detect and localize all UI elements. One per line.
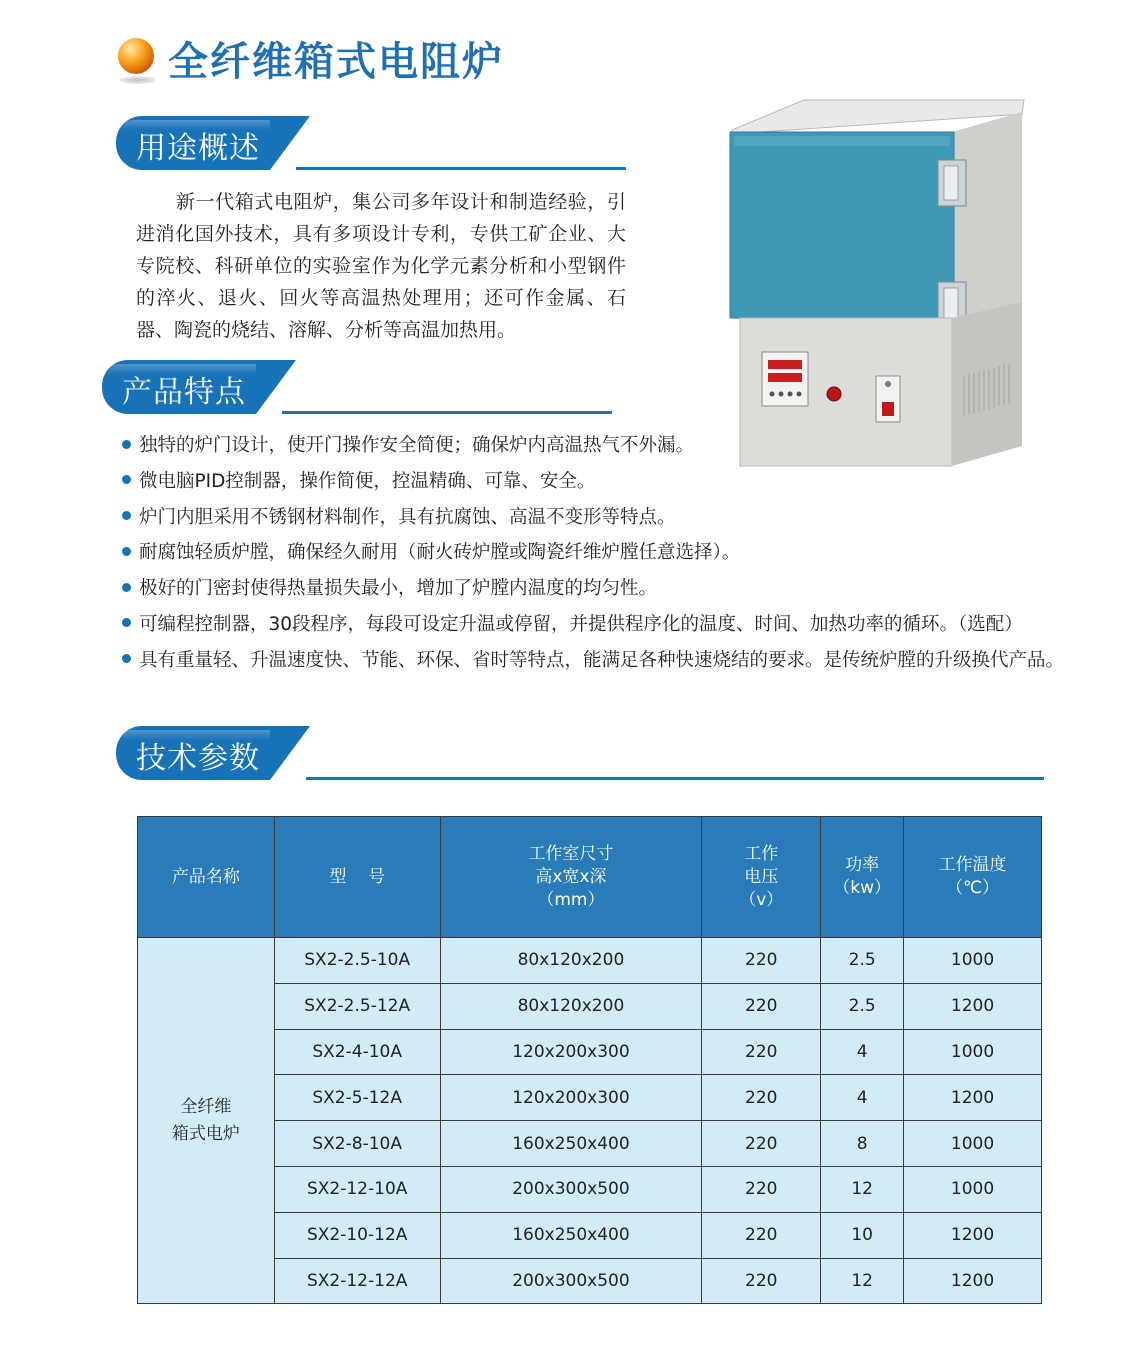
bullet-dot-icon (122, 475, 131, 484)
spec-table (137, 816, 1042, 1304)
section-underline (282, 411, 612, 414)
bullet-shadow (120, 76, 156, 84)
temp-cell: 1000 (904, 938, 1042, 984)
voltage-cell: 220 (702, 1121, 821, 1167)
section-header-overview (116, 116, 626, 170)
product-name-line: 箱式电炉 (171, 1123, 240, 1144)
header-temp-line: 工作温度 (938, 855, 1007, 875)
bullet-dot-icon (122, 511, 131, 520)
feature-text: 极好的门密封使得热量损失最小，增加了炉膛内温度的均匀性。 (139, 578, 658, 600)
header-size-line: 高x宽x深 (535, 866, 607, 887)
furnace-product-image (724, 96, 1030, 468)
feature-item (122, 643, 1064, 679)
size-cell: 160x250x400 (440, 1121, 702, 1167)
header-model: 型 号 (274, 817, 440, 938)
size-cell: 80x120x200 (440, 938, 702, 984)
temp-cell: 1200 (904, 983, 1042, 1029)
power-cell: 10 (821, 1212, 904, 1258)
header-voltage (702, 817, 821, 938)
header-temp (904, 817, 1042, 938)
overview-paragraph: 新一代箱式电阻炉，集公司多年设计和制造经验，引进消化国外技术，具有多项设计专利，专供工矿企业、大专院校、科研单位的实验室作为化学元素分析和小型钢件的淬火、退火、回火等高温热处理用；还可作金属、石器、陶瓷的烧结、溶解、分析等高温加热用。 (136, 191, 626, 341)
size-cell: 120x200x300 (440, 1029, 702, 1075)
voltage-cell: 220 (702, 1029, 821, 1075)
model-cell: SX2-12-10A (274, 1166, 440, 1212)
section-header-features (102, 360, 612, 414)
model-cell: SX2-8-10A (274, 1121, 440, 1167)
bullet-dot-icon (122, 547, 131, 556)
size-cell: 200x300x500 (440, 1258, 702, 1304)
section-underline (306, 777, 1044, 780)
size-cell: 200x300x500 (440, 1166, 702, 1212)
voltage-cell: 220 (702, 1212, 821, 1258)
orange-bullet-icon (118, 38, 154, 74)
bullet-dot-icon (122, 654, 131, 663)
header-power-line: 功率 (845, 855, 880, 875)
temp-cell: 1200 (904, 1212, 1042, 1258)
header-size-line: （mm） (537, 889, 605, 910)
section-tab (116, 726, 270, 780)
power-cell: 2.5 (821, 983, 904, 1029)
temp-cell: 1000 (904, 1029, 1042, 1075)
voltage-cell: 220 (702, 983, 821, 1029)
product-name-cell (138, 938, 275, 1304)
feature-item (122, 500, 1064, 536)
size-cell: 160x250x400 (440, 1212, 702, 1258)
model-cell: SX2-4-10A (274, 1029, 440, 1075)
feature-item (122, 607, 1064, 643)
feature-item (122, 571, 1064, 607)
header-temp-line: （℃） (946, 878, 1000, 898)
section-header-specs (116, 726, 1044, 780)
feature-text: 炉门内胆采用不锈钢材料制作，具有抗腐蚀、高温不变形等特点。 (139, 506, 676, 528)
feature-item (122, 535, 1064, 571)
feature-text: 具有重量轻、升温速度快、节能、环保、省时等特点，能满足各种快速烧结的要求。是传统炉膛的升级换代产品。 (139, 649, 1065, 671)
section-title-specs: 技术参数 (136, 741, 260, 776)
table-header-row (138, 817, 1042, 938)
header-size (440, 817, 702, 938)
power-cell: 8 (821, 1121, 904, 1167)
header-voltage-line: 工作 (744, 843, 779, 864)
section-underline (296, 167, 626, 170)
size-cell: 80x120x200 (440, 983, 702, 1029)
section-title-features: 产品特点 (122, 375, 246, 410)
voltage-cell: 220 (702, 1166, 821, 1212)
feature-list (122, 428, 1064, 679)
bullet-dot-icon (122, 583, 131, 592)
feature-item (122, 428, 1064, 464)
model-cell: SX2-12-12A (274, 1258, 440, 1304)
table-row (138, 938, 1042, 984)
voltage-cell: 220 (702, 938, 821, 984)
power-cell: 12 (821, 1166, 904, 1212)
temp-cell: 1200 (904, 1075, 1042, 1121)
product-name-line: 全纤维 (180, 1096, 232, 1117)
model-cell: SX2-2.5-10A (274, 938, 440, 984)
power-cell: 4 (821, 1075, 904, 1121)
size-cell: 120x200x300 (440, 1075, 702, 1121)
voltage-cell: 220 (702, 1075, 821, 1121)
feature-text: 微电脑PID控制器，操作简便，控温精确、可靠、安全。 (139, 470, 596, 492)
header-power (821, 817, 904, 938)
power-cell: 2.5 (821, 938, 904, 984)
model-cell: SX2-5-12A (274, 1075, 440, 1121)
power-cell: 4 (821, 1029, 904, 1075)
feature-text: 可编程控制器，30段程序，每段可设定升温或停留，并提供程序化的温度、时间、加热功率的循环。（选配） (139, 613, 1023, 635)
header-voltage-line: 电压 (744, 866, 779, 887)
header-size-line: 工作室尺寸 (528, 843, 614, 864)
header-product-name: 产品名称 (138, 817, 275, 938)
temp-cell: 1000 (904, 1121, 1042, 1167)
voltage-cell: 220 (702, 1258, 821, 1304)
bullet-dot-icon (122, 618, 131, 627)
feature-item (122, 464, 1064, 500)
header-voltage-line: （v） (739, 889, 784, 910)
feature-text: 耐腐蚀轻质炉膛，确保经久耐用（耐火砖炉膛或陶瓷纤维炉膛任意选择）。 (139, 542, 741, 564)
section-tab (102, 360, 256, 414)
temp-cell: 1000 (904, 1166, 1042, 1212)
bullet-dot-icon (122, 440, 131, 449)
model-cell: SX2-2.5-12A (274, 983, 440, 1029)
model-cell: SX2-10-12A (274, 1212, 440, 1258)
page-title: 全纤维箱式电阻炉 (168, 39, 504, 85)
feature-text: 独特的炉门设计，使开门操作安全简便；确保炉内高温热气不外漏。 (139, 435, 695, 456)
section-title-overview: 用途概述 (136, 131, 260, 166)
header-power-line: （kw） (833, 878, 892, 898)
power-cell: 12 (821, 1258, 904, 1304)
section-tab (116, 116, 270, 170)
temp-cell: 1200 (904, 1258, 1042, 1304)
